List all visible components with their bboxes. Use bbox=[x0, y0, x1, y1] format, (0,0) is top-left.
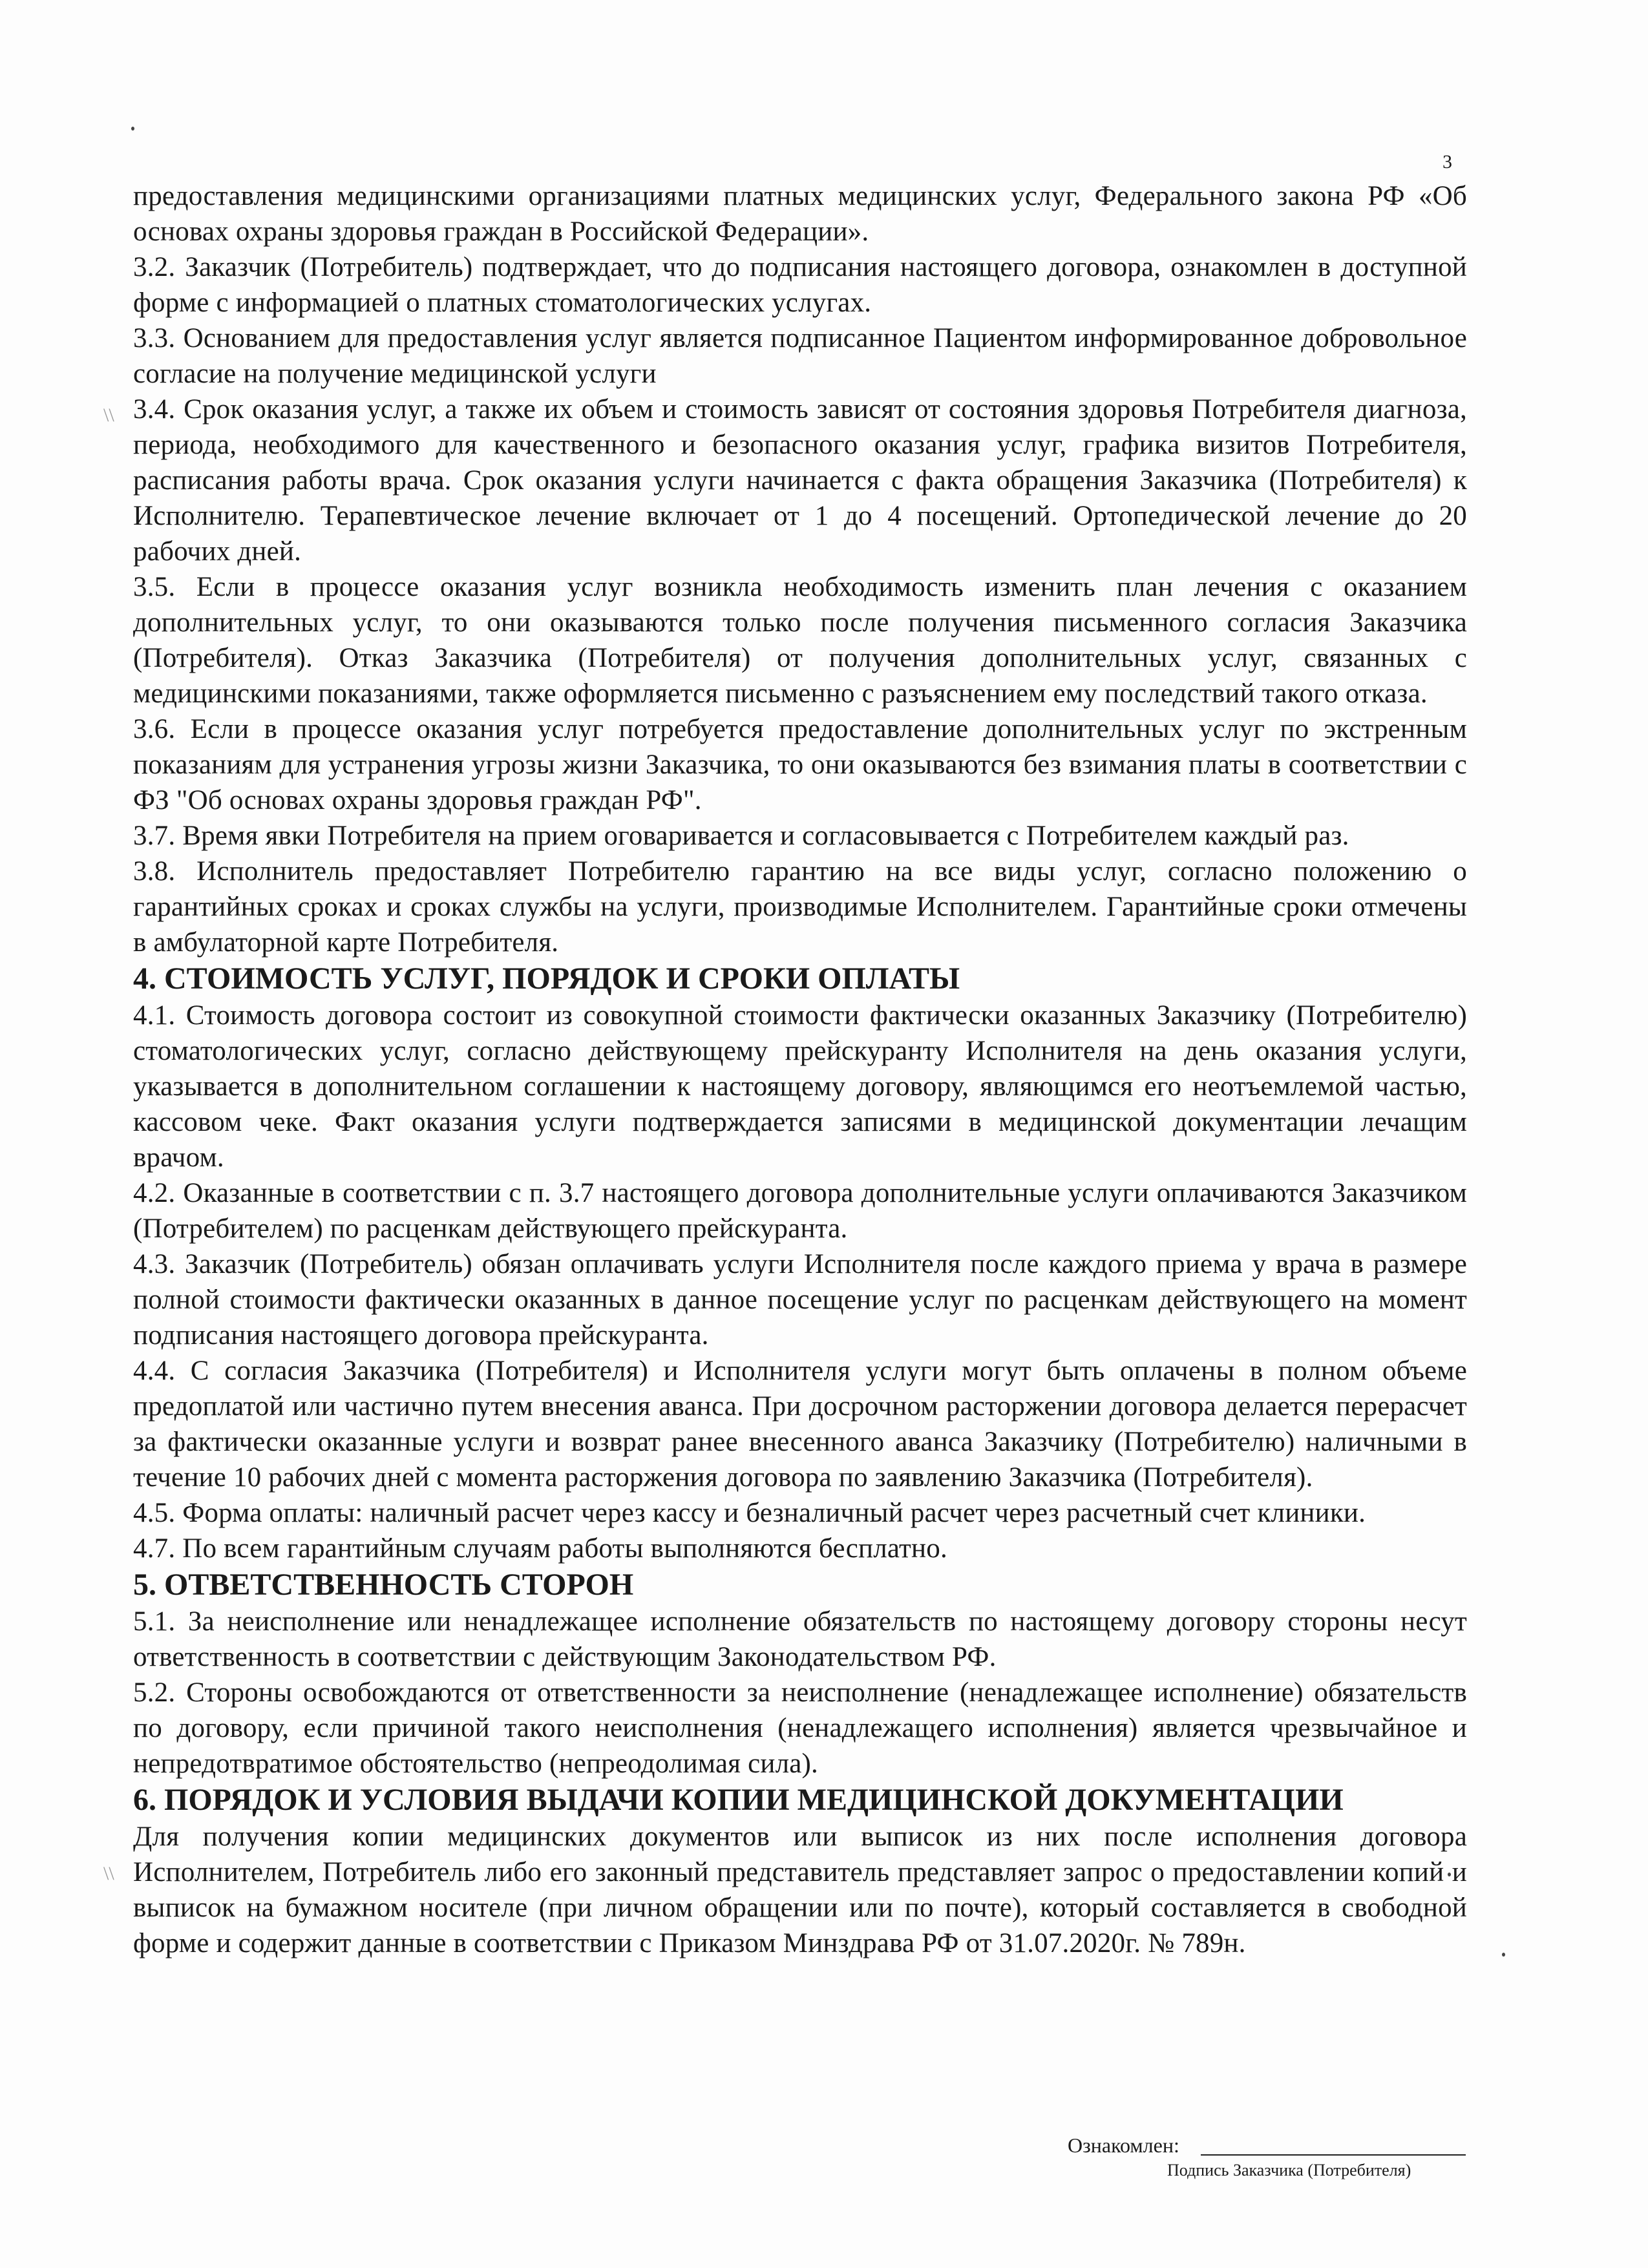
clause-4-7: 4.7. По всем гарантийным случаям работы выполняются бесплатно. bbox=[133, 1533, 947, 1564]
section-6-text: Для получения копии медицинских документов или выписок из них после исполнения договора Исполнителем, Потребитель либо его законный представитель представляет запрос о предоставлении копий и выписок на бумажном носителе (при личном обращении или по почте), который составляется в свободной форме и содержит данные в соответствии с Приказом Минздрава РФ от 31.07.2020г. № 789н. bbox=[133, 1822, 1467, 1958]
section-heading-5: 5. ОТВЕТСТВЕННОСТЬ СТОРОН bbox=[133, 1568, 634, 1602]
clause-3-6: 3.6. Если в процессе оказания услуг потребуется предоставление дополнительных услуг по экстренным показаниям для устранения угрозы жизни Заказчика, то они оказываются без взимания платы в соответствии с ФЗ "Об основах охраны здоровья граждан РФ". bbox=[133, 714, 1467, 815]
clause-3-3: 3.3. Основанием для предоставления услуг является подписанное Пациентом информированное добровольное согласие на получение медицинской услуги bbox=[133, 323, 1467, 389]
scan-speck bbox=[1502, 1953, 1505, 1957]
page-number: 3 bbox=[1442, 151, 1452, 173]
document-body bbox=[133, 178, 1467, 1961]
signature-label: Ознакомлен: bbox=[1068, 2134, 1179, 2157]
signature-block bbox=[1068, 2134, 1481, 2192]
signature-line bbox=[1201, 2154, 1466, 2156]
clause-4-1: 4.1. Стоимость договора состоит из совокупной стоимости фактически оказанных Заказчику (Потребителю) стоматологических услуг, согласно действующему прейскуранту Исполнителя на день оказания услуги, указывается в дополнительном соглашении к настоящему договору, являющимся его неотъемлемой частью, кассовом чеке. Факт оказания услуги подтверждается записями в медицинской документации лечащим врачом. bbox=[133, 1000, 1467, 1173]
scan-speck bbox=[131, 127, 134, 131]
section-heading-6: 6. ПОРЯДОК И УСЛОВИЯ ВЫДАЧИ КОПИИ МЕДИЦИНСКОЙ ДОКУМЕНТАЦИИ bbox=[133, 1783, 1344, 1817]
clause-5-2: 5.2. Стороны освобождаются от ответственности за неисполнение (ненадлежащее исполнение) обязательств по договору, если причиной такого неисполнения (ненадлежащего исполнения) является чрезвычайное и непредотвратимое обстоятельство (непреодолимая сила). bbox=[133, 1677, 1467, 1779]
clause-5-1: 5.1. За неисполнение или ненадлежащее исполнение обязательств по настоящему договору стороны несут ответственность в соответствии с действующим Законодательством РФ. bbox=[133, 1606, 1467, 1672]
clause-3-7: 3.7. Время явки Потребителя на прием оговаривается и согласовывается с Потребителем каждый раз. bbox=[133, 821, 1349, 851]
margin-mark: \\ bbox=[103, 404, 114, 426]
clause-4-3: 4.3. Заказчик (Потребитель) обязан оплачивать услуги Исполнителя после каждого приема у врача в размере полной стоимости фактически оказанных в данное посещение услуг по расценкам действующего на момент подписания настоящего договора прейскуранта. bbox=[133, 1249, 1467, 1350]
clause-3-8: 3.8. Исполнитель предоставляет Потребителю гарантию на все виды услуг, согласно положению о гарантийных сроках и сроках службы на услуги, производимые Исполнителем. Гарантийные сроки отмечены в амбулаторной карте Потребителя. bbox=[133, 856, 1467, 958]
clause-3-5: 3.5. Если в процессе оказания услуг возникла необходимость изменить план лечения с оказанием дополнительных услуг, то они оказываются только после получения письменного согласия Заказчика (Потребителя). Отказ Заказчика (Потребителя) от получения дополнительных услуг, связанных с медицинскими показаниями, также оформляется письменно с разъяснением ему последствий такого отказа. bbox=[133, 572, 1467, 709]
clause-4-4: 4.4. С согласия Заказчика (Потребителя) и Исполнителя услуги могут быть оплачены в полном объеме предоплатой или частично путем внесения аванса. При досрочном расторжении договора делается перерасчет за фактически оказанные услуги и возврат ранее внесенного аванса Заказчику (Потребителю) наличными в течение 10 рабочих дней с момента расторжения договора по заявлению Заказчика (Потребителя). bbox=[133, 1356, 1467, 1493]
paragraph-continuation: предоставления медицинскими организациями платных медицинских услуг, Федерального закона РФ «Об основах охраны здоровья граждан в Российской Федерации». bbox=[133, 181, 1467, 247]
section-heading-4: 4. СТОИМОСТЬ УСЛУГ, ПОРЯДОК И СРОКИ ОПЛАТЫ bbox=[133, 961, 960, 996]
clause-3-4: 3.4. Срок оказания услуг, а также их объем и стоимость зависят от состояния здоровья Потребителя диагноза, периода, необходимого для качественного и безопасного оказания услуг, графика визитов Потребителя, расписания работы врача. Срок оказания услуги начинается с факта обращения Заказчика (Потребителя) к Исполнителю. Терапевтическое лечение включает от 1 до 4 посещений. Ортопедической лечение до 20 рабочих дней. bbox=[133, 394, 1467, 567]
clause-3-2: 3.2. Заказчик (Потребитель) подтверждает, что до подписания настоящего договора, ознакомлен в доступной форме с информацией о платных стоматологических услугах. bbox=[133, 252, 1467, 318]
clause-4-5: 4.5. Форма оплаты: наличный расчет через кассу и безналичный расчет через расчетный счет клиники. bbox=[133, 1498, 1366, 1528]
margin-mark: \\ bbox=[103, 1863, 114, 1884]
signature-caption: Подпись Заказчика (Потребителя) bbox=[1167, 2161, 1411, 2179]
clause-4-2: 4.2. Оказанные в соответствии с п. 3.7 настоящего договора дополнительные услуги оплачиваются Заказчиком (Потребителем) по расценкам действующего прейскуранта. bbox=[133, 1178, 1467, 1244]
